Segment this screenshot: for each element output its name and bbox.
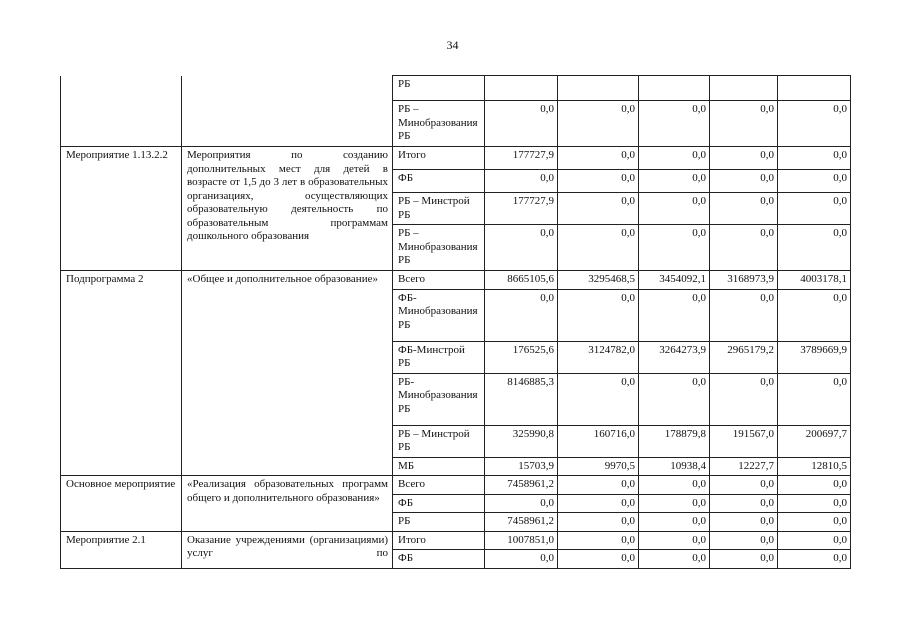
- value-cell: 3454092,1: [639, 271, 710, 290]
- value-cell: [778, 76, 851, 101]
- value-cell: [639, 76, 710, 101]
- value-cell: [710, 76, 778, 101]
- description-cell: «Общее и дополнительное образование»: [182, 271, 393, 476]
- value-cell: 0,0: [710, 170, 778, 193]
- source-cell: МБ: [393, 457, 485, 476]
- source-cell: ФБ: [393, 170, 485, 193]
- value-cell: 4003178,1: [778, 271, 851, 290]
- value-cell: 0,0: [778, 147, 851, 170]
- value-cell: 8665105,6: [485, 271, 558, 290]
- event-cell: Подпрограмма 2: [61, 271, 182, 476]
- value-cell: 0,0: [485, 225, 558, 271]
- value-cell: 0,0: [639, 147, 710, 170]
- value-cell: 0,0: [778, 476, 851, 495]
- value-cell: 7458961,2: [485, 476, 558, 495]
- value-cell: 191567,0: [710, 425, 778, 457]
- source-cell: Всего: [393, 476, 485, 495]
- value-cell: 177727,9: [485, 147, 558, 170]
- value-cell: 0,0: [558, 193, 639, 225]
- table-row: [61, 531, 851, 550]
- value-cell: 0,0: [558, 550, 639, 569]
- value-cell: 0,0: [639, 531, 710, 550]
- source-cell: ФБ: [393, 550, 485, 569]
- value-cell: 0,0: [639, 101, 710, 147]
- source-cell: Итого: [393, 531, 485, 550]
- value-cell: 10938,4: [639, 457, 710, 476]
- table-row: [61, 76, 851, 101]
- value-cell: 3295468,5: [558, 271, 639, 290]
- value-cell: 178879,8: [639, 425, 710, 457]
- value-cell: 0,0: [778, 170, 851, 193]
- source-cell: РБ: [393, 76, 485, 101]
- source-cell: Итого: [393, 147, 485, 170]
- value-cell: 12810,5: [778, 457, 851, 476]
- table-row: [61, 476, 851, 495]
- value-cell: 0,0: [778, 225, 851, 271]
- value-cell: 0,0: [710, 289, 778, 341]
- value-cell: 0,0: [639, 550, 710, 569]
- value-cell: 177727,9: [485, 193, 558, 225]
- value-cell: [485, 76, 558, 101]
- value-cell: 0,0: [485, 170, 558, 193]
- value-cell: 0,0: [710, 101, 778, 147]
- value-cell: 0,0: [639, 225, 710, 271]
- value-cell: 0,0: [639, 170, 710, 193]
- value-cell: 9970,5: [558, 457, 639, 476]
- value-cell: 0,0: [558, 373, 639, 425]
- value-cell: 0,0: [485, 494, 558, 513]
- value-cell: 0,0: [639, 513, 710, 532]
- value-cell: 0,0: [710, 531, 778, 550]
- value-cell: 2965179,2: [710, 341, 778, 373]
- event-cell: Основное мероприятие: [61, 476, 182, 532]
- value-cell: 12227,7: [710, 457, 778, 476]
- value-cell: 0,0: [778, 494, 851, 513]
- source-cell: ФБ-Минстрой РБ: [393, 341, 485, 373]
- value-cell: 0,0: [639, 494, 710, 513]
- table-row: [61, 147, 851, 170]
- value-cell: 160716,0: [558, 425, 639, 457]
- value-cell: 0,0: [639, 373, 710, 425]
- value-cell: 0,0: [558, 289, 639, 341]
- source-cell: РБ – Минстрой РБ: [393, 193, 485, 225]
- event-cell: [61, 76, 182, 147]
- value-cell: 3789669,9: [778, 341, 851, 373]
- value-cell: 1007851,0: [485, 531, 558, 550]
- value-cell: 0,0: [485, 550, 558, 569]
- value-cell: 0,0: [558, 494, 639, 513]
- value-cell: 0,0: [485, 289, 558, 341]
- value-cell: 0,0: [778, 193, 851, 225]
- value-cell: 3168973,9: [710, 271, 778, 290]
- value-cell: 0,0: [558, 531, 639, 550]
- value-cell: 0,0: [710, 513, 778, 532]
- description-cell: Оказание учреждениями (организациями) услуг по: [182, 531, 393, 568]
- source-cell: РБ: [393, 513, 485, 532]
- value-cell: 0,0: [558, 225, 639, 271]
- source-cell: РБ – Минобразования РБ: [393, 101, 485, 147]
- value-cell: 176525,6: [485, 341, 558, 373]
- event-cell: Мероприятие 1.13.2.2: [61, 147, 182, 271]
- value-cell: 0,0: [778, 550, 851, 569]
- value-cell: 0,0: [778, 513, 851, 532]
- budget-table: [60, 75, 851, 569]
- value-cell: 0,0: [778, 531, 851, 550]
- value-cell: 0,0: [778, 373, 851, 425]
- value-cell: 8146885,3: [485, 373, 558, 425]
- value-cell: 0,0: [639, 476, 710, 495]
- value-cell: 0,0: [710, 373, 778, 425]
- value-cell: 0,0: [710, 476, 778, 495]
- value-cell: 7458961,2: [485, 513, 558, 532]
- value-cell: 325990,8: [485, 425, 558, 457]
- description-cell: [182, 76, 393, 147]
- source-cell: РБ – Минобразования РБ: [393, 225, 485, 271]
- value-cell: 0,0: [710, 550, 778, 569]
- description-cell: Мероприятия по созданию дополнительных мест для детей в возрасте от 1,5 до 3 лет в образовательных организациях, осуществляющих образовательную деятельность по образовательным программам дошкольного образования: [182, 147, 393, 271]
- source-cell: ФБ: [393, 494, 485, 513]
- value-cell: 0,0: [710, 494, 778, 513]
- event-cell: Мероприятие 2.1: [61, 531, 182, 568]
- value-cell: 0,0: [639, 193, 710, 225]
- value-cell: 0,0: [485, 101, 558, 147]
- value-cell: 3124782,0: [558, 341, 639, 373]
- value-cell: 0,0: [558, 513, 639, 532]
- table-row: [61, 271, 851, 290]
- value-cell: 0,0: [558, 476, 639, 495]
- value-cell: 200697,7: [778, 425, 851, 457]
- source-cell: РБ – Минстрой РБ: [393, 425, 485, 457]
- value-cell: 0,0: [710, 193, 778, 225]
- value-cell: 0,0: [558, 101, 639, 147]
- value-cell: 0,0: [710, 225, 778, 271]
- page-number: 34: [446, 38, 459, 52]
- value-cell: 0,0: [639, 289, 710, 341]
- value-cell: 0,0: [710, 147, 778, 170]
- value-cell: 0,0: [558, 170, 639, 193]
- description-cell: «Реализация образовательных программ общего и дополнительного образования»: [182, 476, 393, 532]
- value-cell: 3264273,9: [639, 341, 710, 373]
- value-cell: 15703,9: [485, 457, 558, 476]
- value-cell: 0,0: [778, 101, 851, 147]
- source-cell: ФБ-Минобразования РБ: [393, 289, 485, 341]
- value-cell: 0,0: [778, 289, 851, 341]
- source-cell: РБ-Минобразования РБ: [393, 373, 485, 425]
- value-cell: 0,0: [558, 147, 639, 170]
- value-cell: [558, 76, 639, 101]
- source-cell: Всего: [393, 271, 485, 290]
